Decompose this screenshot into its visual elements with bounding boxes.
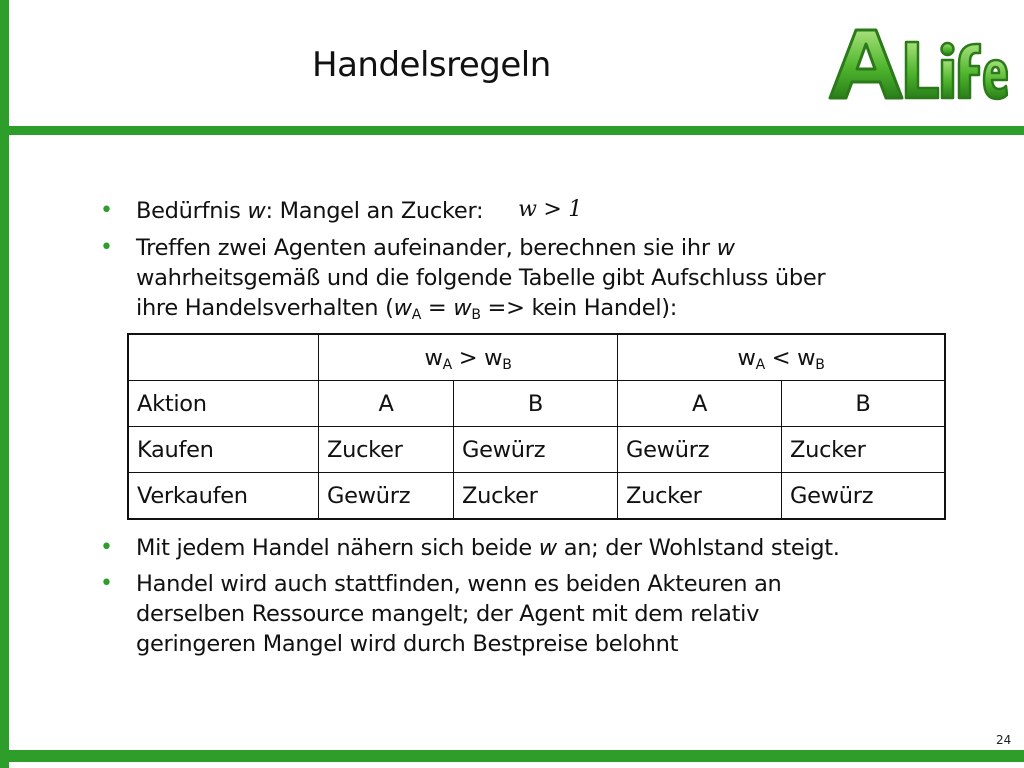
table-cell: Aktion	[128, 381, 319, 427]
table-cell: Zucker	[454, 473, 618, 520]
top-bullet-list	[98, 196, 988, 329]
table-cell: Gewürz	[618, 427, 782, 473]
table-row	[128, 473, 945, 520]
table-row	[128, 427, 945, 473]
table-subheader-row	[128, 381, 945, 427]
table-cell: Zucker	[782, 427, 946, 473]
left-accent-bar	[0, 0, 9, 768]
bullet-dot: •	[100, 535, 113, 560]
table-cell: Gewürz	[319, 473, 454, 520]
table-cell: A	[618, 381, 782, 427]
footer-bar	[0, 750, 1024, 762]
table-header-row	[128, 334, 945, 381]
logo-letter-a	[830, 30, 902, 98]
table-header-wa-lt-wb: $w_A < w_B$	[618, 334, 946, 381]
table-cell: Gewürz	[454, 427, 618, 473]
logo-word-life	[906, 42, 1007, 99]
trade-rules-table	[127, 333, 946, 520]
table-cell: Zucker	[618, 473, 782, 520]
bullet-wealth: • Mit jedem Handel nähern sich beide w an; der Wohlstand steigt.	[100, 535, 840, 561]
table-header-empty	[128, 334, 319, 381]
table-cell: Kaufen	[128, 427, 319, 473]
page-number: 24	[996, 733, 1012, 747]
bullet-dot: •	[100, 198, 113, 223]
table-cell: Gewürz	[782, 473, 946, 520]
header-divider	[0, 126, 1024, 135]
table-header-wa-gt-wb: $w_A > w_B$	[319, 334, 618, 381]
trade-rules-table-wrap	[127, 333, 946, 520]
table-cell: A	[319, 381, 454, 427]
bullet-dot: •	[100, 571, 113, 596]
bullet-need: • Bedürfnis w: Mangel an Zucker: w > 1	[98, 196, 988, 227]
bullet-agents-meet: • Treffen zwei Agenten aufeinander, berechnen sie ihr w wahrheitsgemäß und die folgende Tabelle gibt Aufschluss über ihre Handelsverhalten ($w_A = w_B$ => kein Handel):	[100, 235, 826, 323]
alife-logo	[826, 22, 1008, 104]
bottom-bullet-list	[98, 533, 988, 665]
slide-title: Handelsregeln	[312, 45, 551, 85]
table-cell: B	[782, 381, 946, 427]
bullet-same-resource: • Handel wird auch stattfinden, wenn es beiden Akteuren an derselben Ressource mangelt; der Agent mit dem relativ geringeren Mangel wird durch Bestpreise belohnt	[100, 571, 782, 657]
table-cell: B	[454, 381, 618, 427]
table-cell: Verkaufen	[128, 473, 319, 520]
bullet-dot: •	[100, 235, 113, 260]
table-cell: Zucker	[319, 427, 454, 473]
formula-w-gt-1: w > 1	[518, 197, 582, 222]
